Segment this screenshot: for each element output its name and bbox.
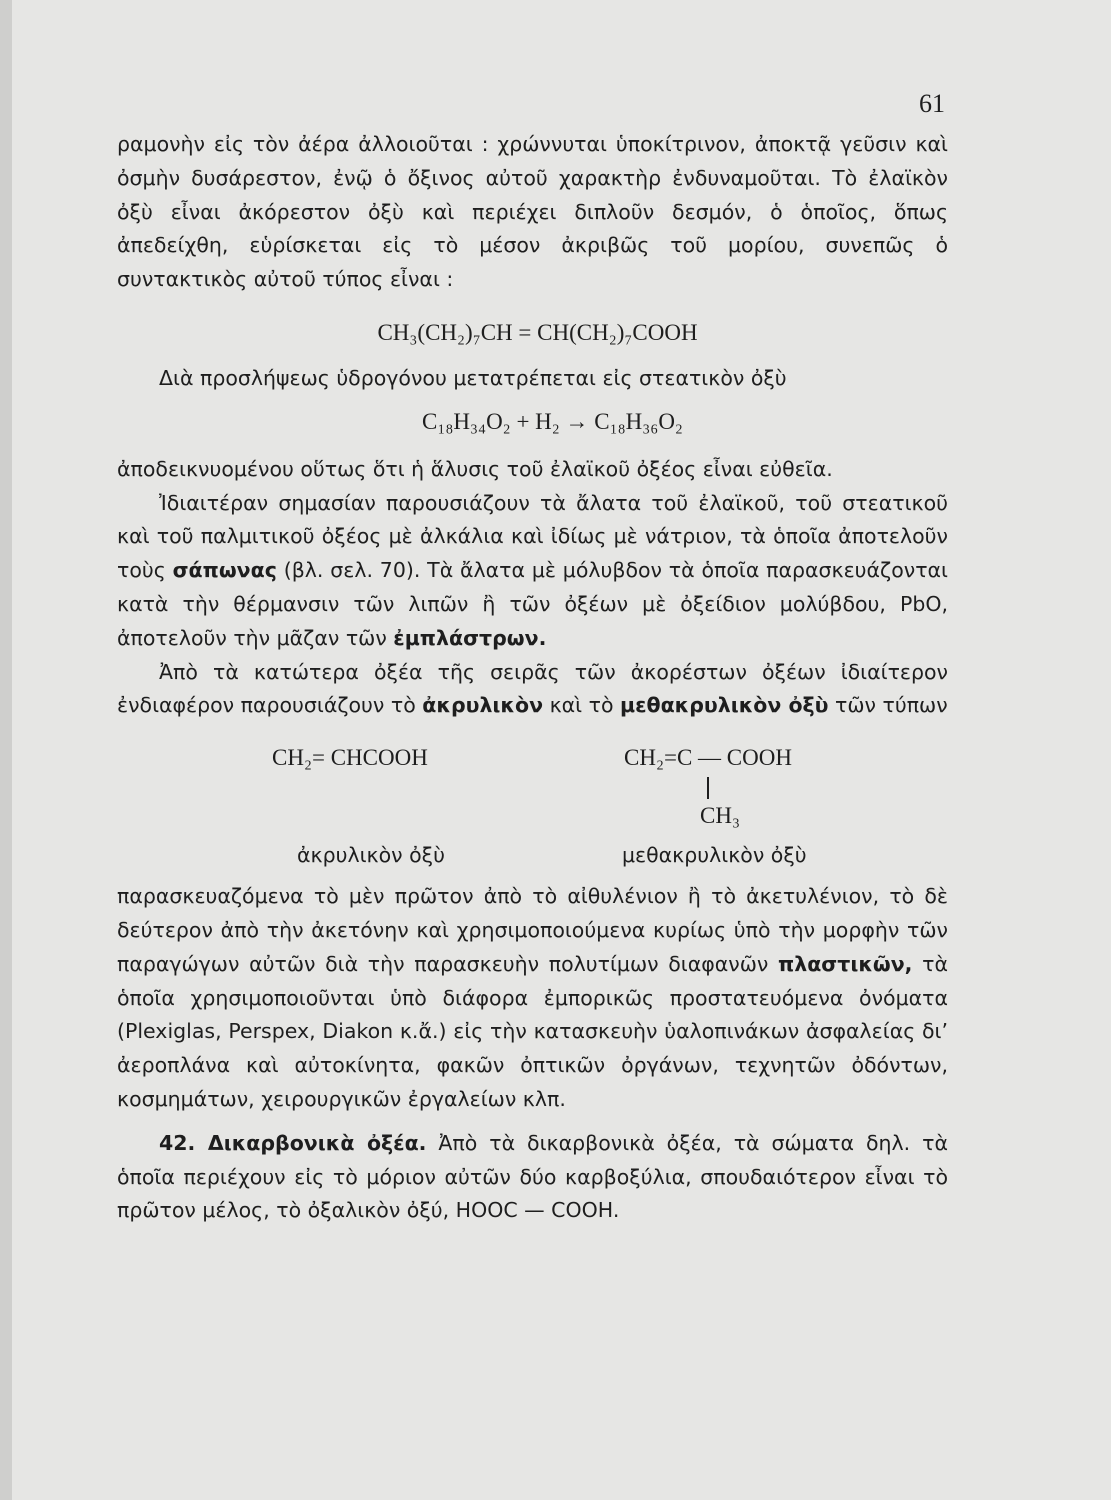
bond-line (707, 777, 709, 799)
page-content (117, 128, 948, 1228)
label-acrylic-acid: ἀκρυλικὸν ὀξὺ (297, 843, 445, 868)
term-plasters: ἐμπλάστρων. (393, 625, 547, 650)
term-soaps: σάπωνας (172, 558, 277, 583)
paragraph-straight-chain: ἀποδεικνυομένου οὕτως ὅτι ἡ ἅλυσις τοῦ ἐλαϊκοῦ ὀξέος εἶναι εὐθεῖα. (117, 456, 833, 481)
term-methacrylic: μεθακρυλικὸν ὀξὺ (620, 693, 829, 718)
formula-row-acrylic-methacrylic (117, 745, 948, 880)
paragraph-unsaturated-acids: Ἀπὸ τὰ κατώτερα ὀξέα τῆς σειρᾶς τῶν ἀκορέστων ὀξέων ἰδιαίτερον ἐνδιαφέρον παρουσιάζουν τὸ ἀκρυλικὸν καὶ τὸ μεθακρυλικὸν ὀξὺ τῶν τύπων (117, 659, 948, 718)
paragraph-oleic-acid: ραμονὴν εἰς τὸν ἀέρα ἀλλοιοῦται : χρώννυται ὑποκίτρινον, ἀποκτᾷ γεῦσιν καὶ ὀσμὴν δυσάρεστον, ἐνῷ ὁ ὄξινος αὐτοῦ χαρακτὴρ ἐνδυναμοῦται. Τὸ ἐλαϊκὸν ὀξὺ εἶναι ἀκόρεστον ὀξὺ καὶ περιέχει διπλοῦν δεσμόν, ὁ ὁποῖος, ὅπως ἀπεδείχθη, εὑρίσκεται εἰς τὸ μέσον ἀκριβῶς τοῦ μορίου, συνεπῶς ὁ συντακτικὸς αὐτοῦ τύπος εἶναι : (117, 132, 948, 292)
formula-acrylic-acid: CH₂= CHCOOH (272, 745, 428, 771)
formula-oleic-acid: CH₃(CH₂)₇CH = CH(CH₂)₇COOH (377, 319, 698, 345)
page-number: 61 (919, 89, 945, 118)
formula-methacrylic-acid: CH₂=C — COOH (624, 745, 792, 771)
acrylic-acid-structure (117, 745, 517, 880)
term-acrylic: ἀκρυλικὸν (422, 693, 544, 718)
page-edge (0, 0, 12, 1500)
paragraph-plastics: παρασκευαζόμενα τὸ μὲν πρῶτον ἀπὸ τὸ αἰθυλένιον ἢ τὸ ἀκετυλένιον, τὸ δὲ δεύτερον ἀπὸ τὴν ἀκετόνην καὶ χρησιμοποιούμενα κυρίως ὑπὸ τὴν μορφὴν τῶν παραγώγων αὐτῶν διὰ τὴν παρασκευὴν πολυτίμων διαφανῶν πλαστικῶν, τὰ ὁποῖα χρησιμοποιοῦνται ὑπὸ διάφορα ἐμπορικῶς προστατευόμενα ὀνόματα (Plexiglas, Perspex, Diakon κ.ἄ.) εἰς τὴν κατασκευὴν ὑαλοπινάκων ἀσφαλείας δι’ ἀεροπλάνα καὶ αὐτοκίνητα, φακῶν ὀπτικῶν ὀργάνων, τεχνητῶν ὀδόντων, κοσμημάτων, χειρουργικῶν ἐργαλείων κλπ. (117, 884, 948, 1111)
formula-methyl-branch: CH₃ (700, 803, 740, 829)
paragraph-hydrogenation: Διὰ προσλήψεως ὑδρογόνου μετατρέπεται εἰς στεατικὸν ὀξὺ (159, 365, 787, 390)
label-methacrylic-acid: μεθακρυλικὸν ὀξὺ (622, 843, 807, 868)
paragraph-salts: Ἰδιαιτέραν σημασίαν παρουσιάζουν τὰ ἄλατα τοῦ ἐλαϊκοῦ, τοῦ στεατικοῦ καὶ τοῦ παλμιτικοῦ ὀξέος μὲ ἀλκάλια καὶ ἰδίως μὲ νάτριον, τὰ ὁποῖα ἀποτελοῦν τοὺς σάπωνας (βλ. σελ. 70). Τὰ ἄλατα μὲ μόλυβδον τὰ ὁποῖα παρασκευάζονται κατὰ τὴν θέρμανσιν τῶν λιπῶν ἢ τῶν ὀξέων μὲ ὀξείδιον μολύβδου, PbO, ἀποτελοῦν τὴν μᾶζαν τῶν ἐμπλάστρων. (117, 490, 948, 650)
formula-hydrogenation: C₁₈H₃₄O₂ + H₂ → C₁₈H₃₆O₂ (422, 408, 683, 434)
section-dicarboxylic-acids: 42. Δικαρβονικὰ ὀξέα. Ἀπὸ τὰ δικαρβονικὰ ὀξέα, τὰ σώματα δηλ. τὰ ὁποῖα περιέχουν εἰς τὸ μόριον αὐτῶν δύο καρβοξύλια, σπουδαιότερον εἶναι τὸ πρῶτον μέλος, τὸ ὀξαλικὸν ὀξύ, HOOC — COOH. (117, 1130, 948, 1223)
methacrylic-acid-structure (517, 745, 948, 880)
section-heading: 42. Δικαρβονικὰ ὀξέα. (159, 1130, 427, 1155)
term-plastics: πλαστικῶν, (778, 951, 913, 976)
